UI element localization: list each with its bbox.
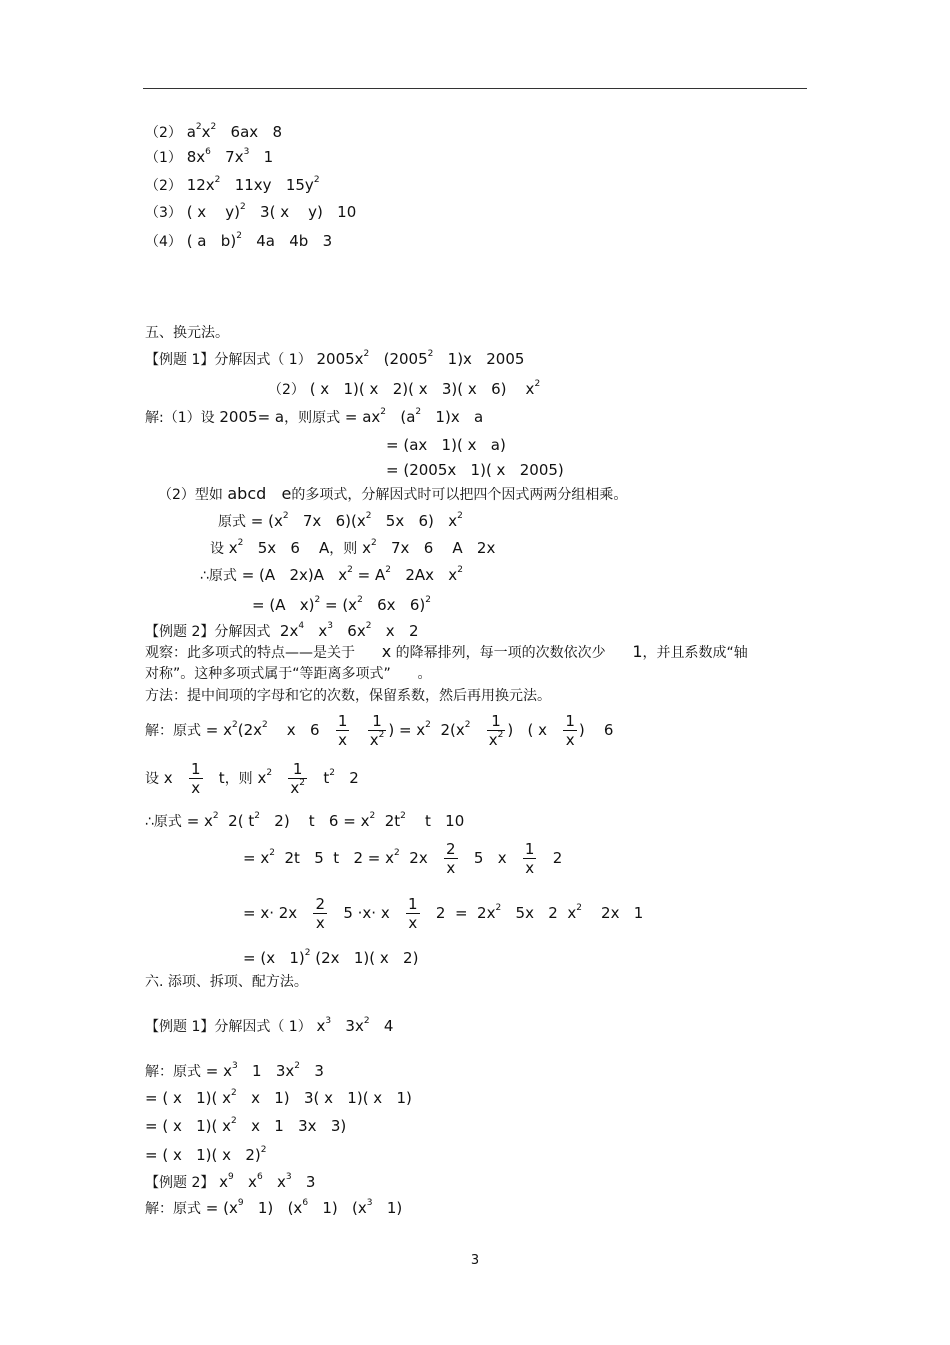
exercise-line: （2） $12x^2$ 11xy $15y^2$ xyxy=(145,175,320,194)
solution-line: 解：原式 = $x^3$ 1 $3x^2$ 3 xyxy=(145,1061,324,1080)
solution-line: ∴原式 = $x^2$ 2( $t^2$ 2) t $6 = x^2$ $2t^2$ t 10 xyxy=(145,811,465,830)
exercise-line: （1） $8x^6$ $7x^3$ 1 xyxy=(145,147,274,166)
solution-line: 解：原式 = $x^2(2x^2$ x 6 $\frac{1}{x}$ $\frac{1}{x^2}$ ) = $x^2$ $2(x^2$ $\frac{1}{x^2}$ ) ( x $\frac{1}{x}$ ) 6 xyxy=(145,712,614,749)
method-line: 方法：提中间项的字母和它的次数，保留系数，然后再用换元法。 xyxy=(145,688,551,704)
solution-line: = x· 2x $\frac{2}{x}$ 5 ·x· x $\frac{1}{x}$ $2 = 2x^2$ 5x 2 $x^2$ 2x 1 xyxy=(243,895,644,932)
observation-line: 观察：此多项式的特点——是关于 x 的降幂排列，每一项的次数依次少 1，并且系数成“轴 xyxy=(145,642,748,661)
example-line: 【例题 1】分解因式（ 1） $x^3$ $3x^2$ 4 xyxy=(145,1016,394,1035)
solution-line: 原式 = ($x^2$ 7x $6)(x^2$ 5x 6) $x^2$ xyxy=(218,511,463,530)
observation-line: 对称”。这种多项式属于“等距离多项式” 。 xyxy=(145,666,432,682)
page-number: 3 xyxy=(470,1253,480,1268)
solution-line: = ( x 1)( $x^2$ x 1 3x 3) xyxy=(145,1116,347,1135)
solution-line: = (x 1)$^2$ (2x 1)( x 2) xyxy=(243,948,419,967)
example-line: （2） ( x 1)( x 2)( x 3)( x 6) $x^2$ xyxy=(268,379,541,398)
solution-line: 设 x $\frac{1}{x}$ t，则 $x^2$ $\frac{1}{x^2}$ $t^2$ 2 xyxy=(145,760,359,797)
header-rule xyxy=(143,88,807,89)
exercise-line: （2） $a^2x^2$ 6ax 8 xyxy=(145,122,283,141)
example-line: 【例题 2】分解因式 $2x^4$ $x^3$ $6x^2$ x 2 xyxy=(145,621,419,640)
example-line: 【例题 1】分解因式（ 1） $2005x^2$ (2005$^2$ 1)x 2005 xyxy=(145,349,525,368)
solution-line: = (2005x 1)( x 2005) xyxy=(386,461,564,479)
exercise-line: （4） ( a b)$^2$ 4a 4b 3 xyxy=(145,231,333,250)
section-heading: 六. 添项、拆项、配方法。 xyxy=(145,974,308,990)
solution-line: ∴原式 = (A 2x)A $x^2 = A^2$ 2Ax $x^2$ xyxy=(200,565,463,584)
solution-line: = (A $x)^2 = (x^2$ 6x 6)$^2$ xyxy=(252,595,431,614)
section-heading: 五、换元法。 xyxy=(145,325,229,341)
solution-line: = ( x 1)( x 2)$^2$ xyxy=(145,1145,267,1164)
explanation-line: （2）型如 abcd e的多项式，分解因式时可以把四个因式两两分组相乘。 xyxy=(158,484,628,503)
example-line: 【例题 2】 $x^9$ $x^6$ $x^3$ 3 xyxy=(145,1172,316,1191)
solution-line: = ( x 1)( $x^2$ x 1) 3( x 1)( x 1) xyxy=(145,1088,412,1107)
solution-line: = (ax 1)( x a) xyxy=(386,436,506,454)
solution-line: 解：原式 = ($x^9$ 1) ($x^6$ 1) ($x^3$ 1) xyxy=(145,1198,403,1217)
exercise-line: （3） ( x y)$^2$ 3( x y) 10 xyxy=(145,202,357,221)
solution-line: 设 $x^2$ 5x 6 A，则 $x^2$ 7x 6 A 2x xyxy=(210,538,496,557)
solution-line: = $x^2$ 2t 5 t $2 = x^2$ 2x $\frac{2}{x}$ 5 x $\frac{1}{x}$ 2 xyxy=(243,840,563,877)
solution-line: 解:（1）设 2005= a，则原式 = $ax^2$ ($a^2$ 1)x a xyxy=(145,407,484,426)
